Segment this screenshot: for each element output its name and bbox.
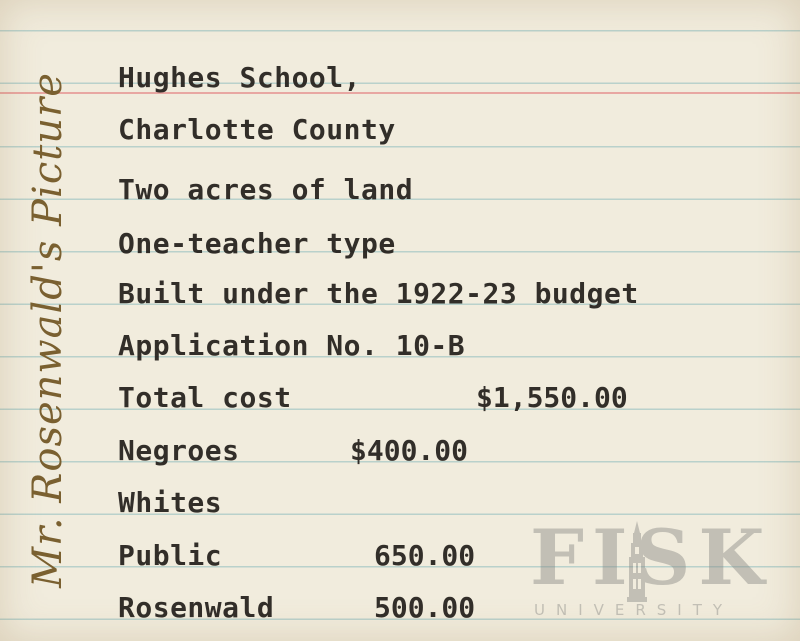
total-cost-label: Total cost <box>118 381 292 414</box>
public-amount: 650.00 <box>374 539 476 572</box>
watermark-name: FISK <box>530 513 773 602</box>
watermark-subtitle: UNIVERSITY <box>534 601 734 619</box>
negroes-amount: $400.00 <box>350 434 469 467</box>
public-label: Public <box>118 539 223 572</box>
tower-icon <box>622 517 652 603</box>
county: Charlotte County <box>118 113 396 146</box>
fisk-university-watermark <box>530 515 785 625</box>
budget-year: Built under the 1922-23 budget <box>118 277 639 310</box>
total-cost-amount: $1,550.00 <box>476 381 628 414</box>
application-number: Application No. 10-B <box>118 329 466 362</box>
school-name: Hughes School, <box>118 61 362 94</box>
rosenwald-amount: 500.00 <box>374 591 476 624</box>
whites-label: Whites <box>118 486 223 519</box>
rosenwald-label: Rosenwald <box>118 591 275 624</box>
negroes-label: Negroes <box>118 434 240 467</box>
land-size: Two acres of land <box>118 173 414 206</box>
handwritten-margin-note: Mr. Rosenwald's Picture <box>25 72 71 588</box>
school-type: One-teacher type <box>118 227 396 260</box>
